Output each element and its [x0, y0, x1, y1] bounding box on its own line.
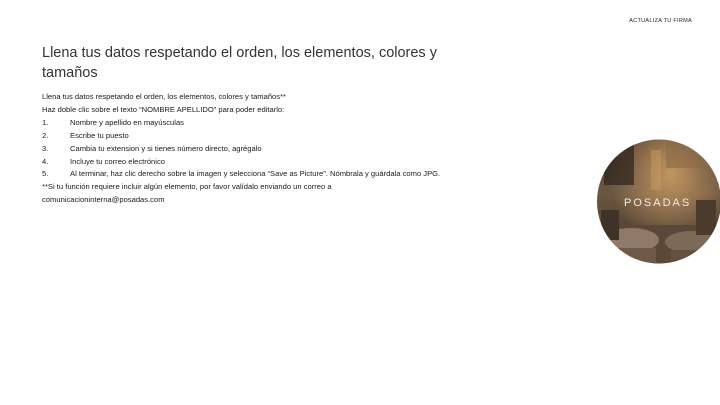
- step-text: Cambia tu extension y si tienes número directo, agrégalo: [70, 143, 262, 153]
- step-item: [42, 156, 522, 169]
- step-number: 3.: [42, 143, 49, 153]
- page-title: Llena tus datos respetando el orden, los elementos, colores y tamaños: [42, 45, 437, 81]
- posadas-logo: POSADAS: [624, 197, 692, 209]
- step-text: Al terminar, haz clic derecho sobre la imagen y selecciona “Save as Picture”. Nómbrala y guárdala como JPG.: [70, 169, 441, 179]
- edit-hint: Haz doble clic sobre el texto “NOMBRE APELLIDO” para poder editarlo:: [42, 104, 285, 114]
- step-number: 5.: [42, 169, 49, 179]
- step-item: [42, 130, 522, 143]
- step-text: Nombre y apellido en mayúsculas: [70, 117, 184, 127]
- top-label: ACTUALIZA TU FIRMA: [629, 18, 692, 24]
- step-item: [42, 143, 522, 156]
- step-number: 2.: [42, 130, 49, 140]
- intro-text: Llena tus datos respetando el orden, los elementos, colores y tamaños**: [42, 92, 286, 101]
- step-number: 1.: [42, 117, 49, 127]
- note-text: **Si tu función requiere incluir algún elemento, por favor valídalo enviando un correo a: [42, 182, 332, 192]
- step-item: [42, 168, 522, 181]
- step-text: Escribe tu puesto: [70, 130, 129, 140]
- step-text: Incluye tu correo electrónico: [70, 156, 165, 166]
- step-number: 4.: [42, 156, 49, 166]
- contact-email: comunicacioninterna@posadas.com: [42, 195, 165, 205]
- step-item: [42, 117, 522, 130]
- instructions: [42, 91, 522, 207]
